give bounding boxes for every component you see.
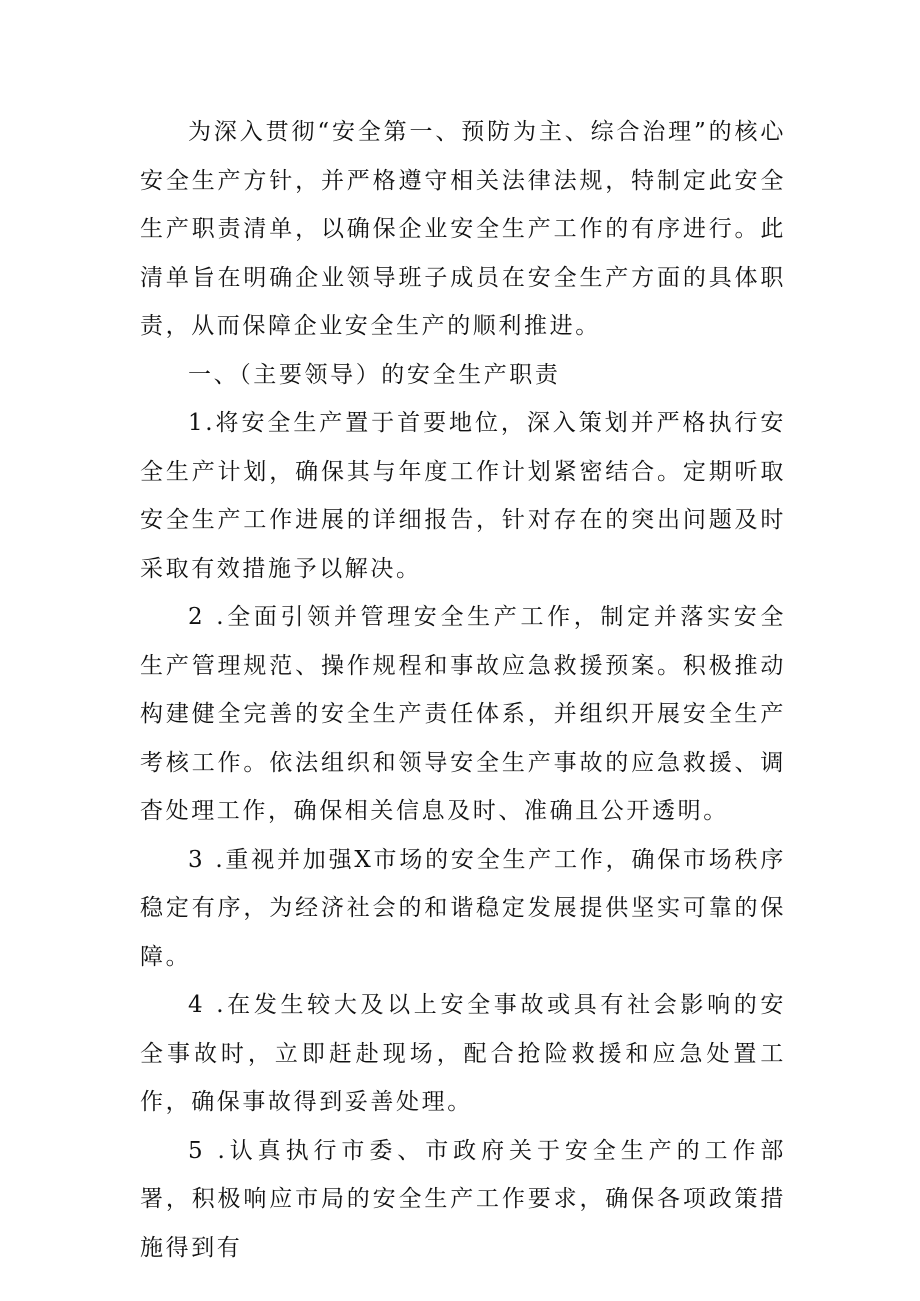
section-heading: 一、（主要领导）的安全生产职责 [188,361,561,388]
item-paragraph-3: 3 .重视并加强X市场的安全生产工作，确保市场秩序稳定有序，为经济社会的和谐稳定发展提供坚实可靠的保障。 [140,846,786,970]
item-paragraph-5: 5 .认真执行市委、市政府关于安全生产的工作部署，积极响应市局的安全生产工作要求，确保各项政策措施得到有 [140,1137,786,1261]
item-paragraph-1: 1.将安全生产置于首要地位，深入策划并严格执行安全生产计划，确保其与年度工作计划紧密结合。定期听取安全生产工作进展的详细报告，针对存在的突出问题及时采取有效措施予以解决。 [140,410,786,582]
document-body [140,108,786,1272]
item-paragraph-2: 2 .全面引领并管理安全生产工作，制定并落实安全生产管理规范、操作规程和事故应急救援预案。积极推动构建健全完善的安全生产责任体系，并组织开展安全生产考核工作。依法组织和领导安全生产事故的应急救援、调杳处理工作，确保相关信息及时、准确且公开透明。 [140,604,786,824]
intro-paragraph: 为深入贯彻“安全第一、预防为主、综合治理”的核心安全生产方针，并严格遵守相关法律法规，特制定此安全生产职责清单，以确保企业安全生产工作的有序进行。此清单旨在明确企业领导班子成员在安全生产方面的具体职责，从而保障企业安全生产的顺利推进。 [140,119,786,339]
item-paragraph-4: 4 .在发生较大及以上安全事故或具有社会影响的安全事故时，立即赶赴现场，配合抢险救援和应急处置工作，确保事故得到妥善处理。 [140,992,786,1115]
